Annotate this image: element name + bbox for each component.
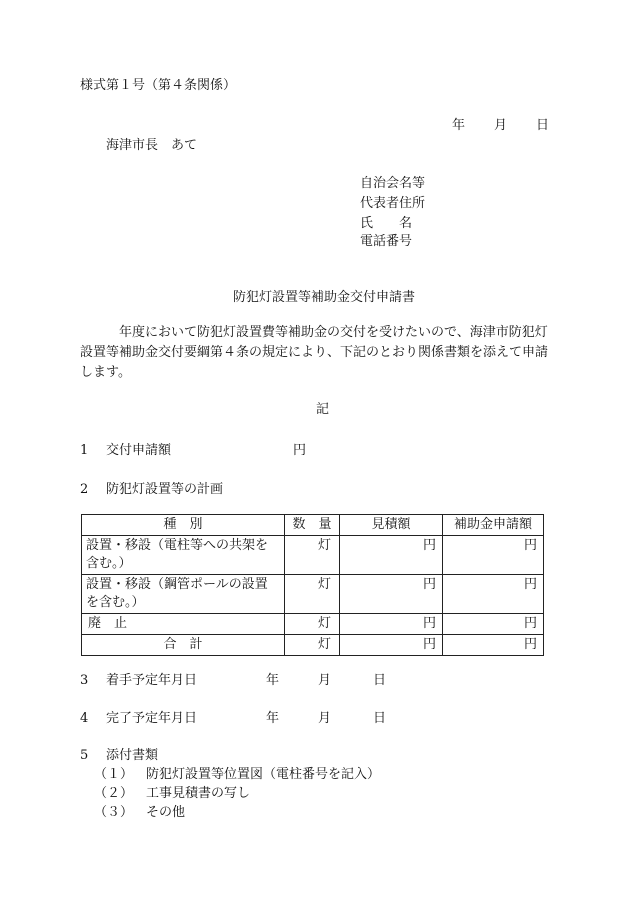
section-3-day: 日 — [373, 673, 387, 688]
section-3-year: 年 — [266, 673, 280, 688]
section-3-number: 3 — [80, 673, 89, 688]
row-qty-unit: 灯 — [285, 575, 340, 614]
row-type-total: 合 計 — [82, 635, 285, 656]
header-quantity: 数 量 — [285, 515, 340, 536]
attachment-2-number: （２） — [94, 786, 134, 801]
row-subsidy-unit: 円 — [443, 575, 544, 614]
section-4-label: 完了予定年月日 — [106, 711, 198, 726]
row-type: 設置・移設（電柱等への共架を含む。） — [82, 536, 285, 575]
applicant-name: 氏 名 — [360, 216, 413, 231]
section-1-label: 交付申請額 — [106, 443, 172, 458]
applicant-org: 自治会名等 — [360, 176, 426, 191]
addressee: 海津市長 あて — [106, 138, 198, 153]
date-month-label: 月 — [494, 118, 508, 133]
row-estimate-unit: 円 — [340, 575, 443, 614]
section-2-label: 防犯灯設置等の計画 — [106, 482, 224, 497]
row-subsidy-unit: 円 — [443, 635, 544, 656]
attachment-1-number: （１） — [94, 767, 134, 782]
table-total-row — [82, 635, 544, 656]
attachment-3-text: その他 — [146, 805, 186, 820]
attachment-1-text: 防犯灯設置等位置図（電柱番号を記入） — [146, 767, 381, 782]
row-subsidy-unit: 円 — [443, 536, 544, 575]
row-qty-unit: 灯 — [285, 614, 340, 635]
row-qty-unit: 灯 — [285, 635, 340, 656]
body-paragraph — [80, 323, 550, 383]
document-title: 防犯灯設置等補助金交付申請書 — [233, 290, 416, 305]
row-type: 設置・移設（鋼管ポールの設置を含む。） — [82, 575, 285, 614]
applicant-address: 代表者住所 — [360, 196, 426, 211]
section-5-number: 5 — [80, 748, 89, 763]
date-year-label: 年 — [452, 118, 466, 133]
table-row — [82, 575, 544, 614]
body-text: 年度において防犯灯設置費等補助金の交付を受けたいので、海津市防犯灯設置等補助金交付要綱第４条の規定により、下記のとおり関係書類を添えて申請します。 — [80, 325, 549, 380]
plan-table — [81, 514, 544, 656]
table-row — [82, 614, 544, 635]
section-3-label: 着手予定年月日 — [106, 673, 198, 688]
row-qty-unit: 灯 — [285, 536, 340, 575]
header-type: 種 別 — [82, 515, 285, 536]
ki-label: 記 — [316, 402, 330, 417]
attachment-3-number: （３） — [94, 805, 134, 820]
section-1-number: 1 — [80, 443, 89, 458]
row-estimate-unit: 円 — [340, 614, 443, 635]
table-row — [82, 536, 544, 575]
row-estimate-unit: 円 — [340, 536, 443, 575]
header-estimate: 見積額 — [340, 515, 443, 536]
section-4-number: 4 — [80, 711, 89, 726]
form-number: 様式第１号（第４条関係） — [80, 78, 237, 93]
section-4-day: 日 — [373, 711, 387, 726]
attachment-2-text: 工事見積書の写し — [146, 786, 251, 801]
row-type: 廃 止 — [82, 614, 285, 635]
table-header-row — [82, 515, 544, 536]
row-subsidy-unit: 円 — [443, 614, 544, 635]
section-5-label: 添付書類 — [106, 748, 159, 763]
section-3-month: 月 — [318, 673, 332, 688]
date-day-label: 日 — [536, 118, 550, 133]
row-estimate-unit: 円 — [340, 635, 443, 656]
section-4-month: 月 — [318, 711, 332, 726]
section-2-number: 2 — [80, 482, 89, 497]
section-1-unit: 円 — [293, 443, 307, 458]
applicant-phone: 電話番号 — [360, 234, 413, 249]
section-4-year: 年 — [266, 711, 280, 726]
header-subsidy: 補助金申請額 — [443, 515, 544, 536]
